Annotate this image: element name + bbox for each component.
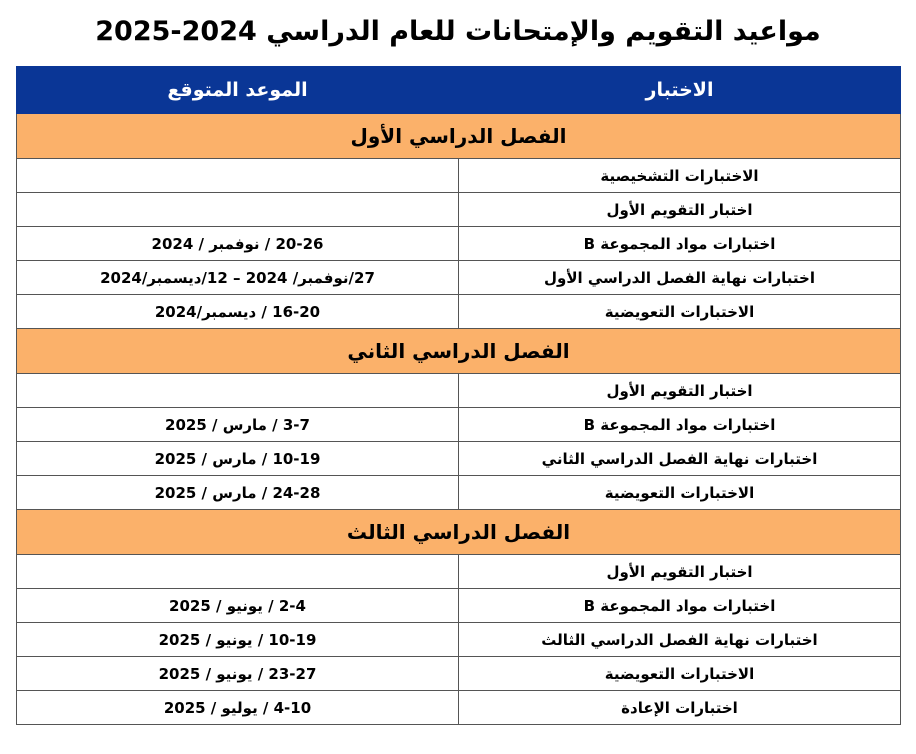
table-row [17, 295, 901, 329]
test-cell: اختبارات مواد المجموعة B [459, 408, 901, 442]
test-cell: اختبارات نهاية الفصل الدراسي الثاني [459, 442, 901, 476]
table-row [17, 691, 901, 725]
semester-row-third [17, 510, 901, 555]
table-row [17, 193, 901, 227]
semester-row-first [17, 114, 901, 159]
table-row [17, 476, 901, 510]
semester-title: الفصل الدراسي الأول [17, 114, 901, 159]
date-cell [17, 555, 459, 589]
date-cell: 2-4 / يونيو / 2025 [17, 589, 459, 623]
table-row [17, 657, 901, 691]
test-cell: اختبار التقويم الأول [459, 374, 901, 408]
page-title: مواعيد التقويم والإمتحانات للعام الدراسي 2024-2025 [95, 16, 821, 47]
table-row [17, 408, 901, 442]
table-row [17, 623, 901, 657]
date-cell: 3-7 / مارس / 2025 [17, 408, 459, 442]
test-cell: اختبارات نهاية الفصل الدراسي الأول [459, 261, 901, 295]
table-row [17, 159, 901, 193]
table-row [17, 227, 901, 261]
test-cell: الاختبارات التشخيصية [459, 159, 901, 193]
table-row [17, 374, 901, 408]
date-cell: 16-20 / ديسمبر/2024 [17, 295, 459, 329]
test-cell: اختبارات مواد المجموعة B [459, 227, 901, 261]
test-cell: الاختبارات التعويضية [459, 476, 901, 510]
date-cell: 23-27 / يونيو / 2025 [17, 657, 459, 691]
date-cell: 24-28 / مارس / 2025 [17, 476, 459, 510]
semester-title: الفصل الدراسي الثالث [17, 510, 901, 555]
test-cell: اختبارات نهاية الفصل الدراسي الثالث [459, 623, 901, 657]
test-cell: اختبار التقويم الأول [459, 193, 901, 227]
schedule-table [16, 66, 901, 725]
table-row [17, 589, 901, 623]
date-cell [17, 193, 459, 227]
semester-title: الفصل الدراسي الثاني [17, 329, 901, 374]
test-column-header: الاختبار [459, 67, 901, 114]
table-row [17, 261, 901, 295]
date-cell [17, 374, 459, 408]
date-cell: 20-26 / نوفمبر / 2024 [17, 227, 459, 261]
semester-row-second [17, 329, 901, 374]
test-cell: اختبار التقويم الأول [459, 555, 901, 589]
date-cell: 4-10 / يوليو / 2025 [17, 691, 459, 725]
table-header-row [17, 67, 901, 114]
test-cell: اختبارات مواد المجموعة B [459, 589, 901, 623]
date-cell [17, 159, 459, 193]
table-row [17, 442, 901, 476]
date-column-header: الموعد المتوقع [17, 67, 459, 114]
test-cell: الاختبارات التعويضية [459, 657, 901, 691]
date-cell: 10-19 / يونيو / 2025 [17, 623, 459, 657]
date-cell: 10-19 / مارس / 2025 [17, 442, 459, 476]
test-cell: اختبارات الإعادة [459, 691, 901, 725]
table-row [17, 555, 901, 589]
test-cell: الاختبارات التعويضية [459, 295, 901, 329]
date-cell: 27/نوفمبر/ 2024 – 12/ديسمبر/2024 [17, 261, 459, 295]
